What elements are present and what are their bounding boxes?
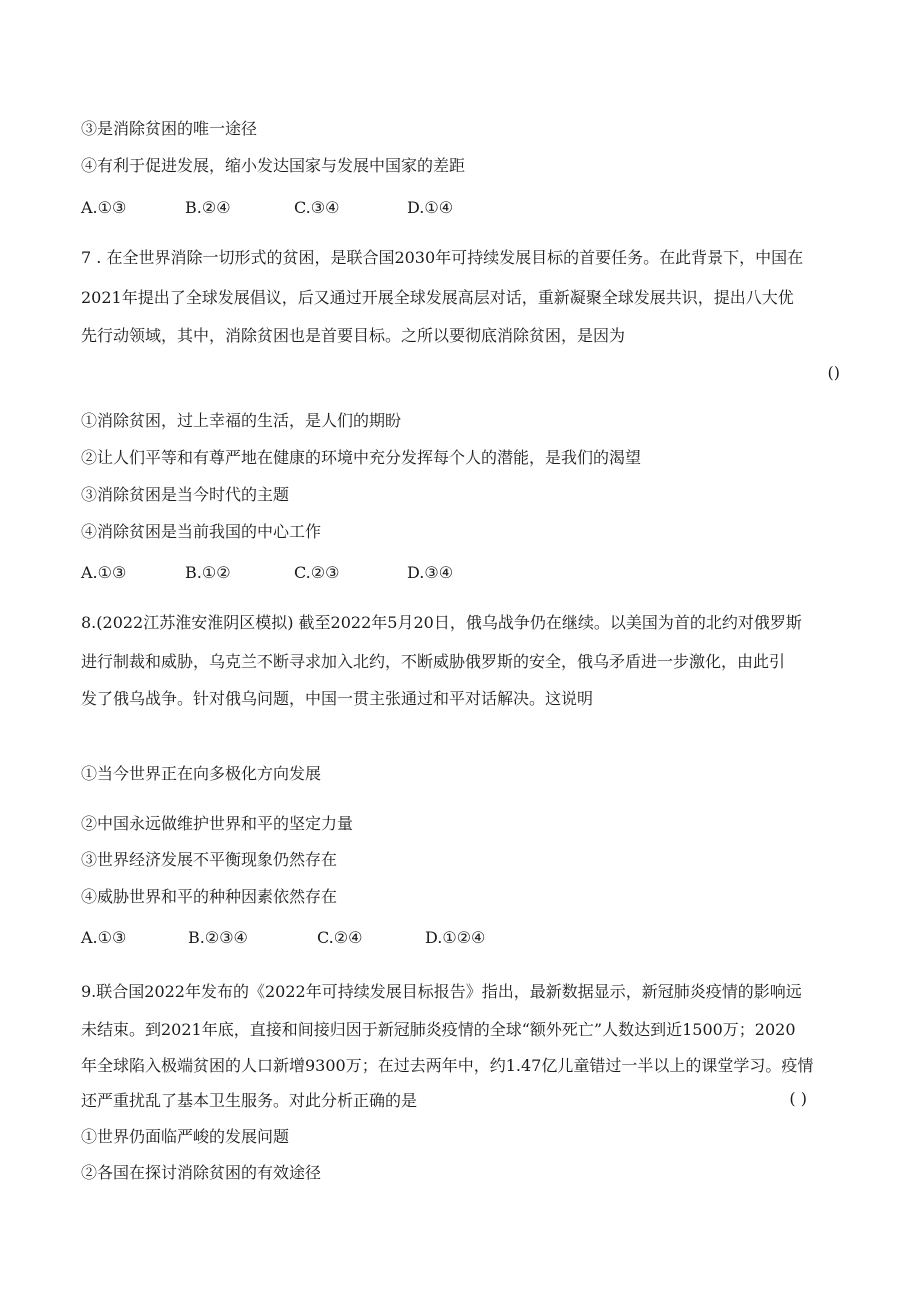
- q6-option-d[interactable]: D.①④: [407, 198, 454, 217]
- q7-item-3: ③消除贫困是当今时代的主题: [81, 485, 290, 504]
- q9-item-1: ①世界仍面临严峻的发展问题: [81, 1127, 290, 1146]
- q7-stem-line-3: 先行动领域，其中，消除贫困也是首要目标。之所以要彻底消除贫困，是因为: [81, 326, 626, 345]
- q9-stem-line-2: 未结束。到2021年底，直接和间接归因于新冠肺炎疫情的全球“额外死亡”人数达到近1500万；2020: [81, 1020, 796, 1039]
- q6-item-4: ④有利于促进发展，缩小发达国家与发展中国家的差距: [81, 156, 466, 175]
- q8-item-4: ④威胁世界和平的种种因素依然存在: [81, 887, 338, 906]
- q8-option-b[interactable]: B.②③④: [188, 928, 248, 947]
- q9-stem-line-4: 还严重扰乱了基本卫生服务。对此分析正确的是: [81, 1091, 418, 1110]
- q8-item-2: ②中国永远做维护世界和平的坚定力量: [81, 814, 354, 833]
- q6-option-c[interactable]: C.③④: [294, 198, 340, 217]
- q8-option-c[interactable]: C.②④: [317, 928, 363, 947]
- q7-option-d[interactable]: D.③④: [407, 563, 454, 582]
- q8-stem-line-3: 发了俄乌战争。针对俄乌问题，中国一贯主张通过和平对话解决。这说明: [81, 689, 594, 708]
- q8-stem-line-1: 8.(2022江苏淮安淮阴区模拟) 截至2022年5月20日，俄乌战争仍在继续。以美国为首的北约对俄罗斯: [81, 613, 802, 632]
- q6-item-3: ③是消除贫困的唯一途径: [81, 119, 258, 138]
- q7-option-c[interactable]: C.②③: [294, 563, 340, 582]
- q7-item-4: ④消除贫困是当前我国的中心工作: [81, 522, 322, 541]
- q9-answer-bracket: ( ): [789, 1089, 807, 1108]
- q9-item-2: ②各国在探讨消除贫困的有效途径: [81, 1163, 322, 1182]
- q7-stem-line-2: 2021年提出了全球发展倡议，后又通过开展全球发展高层对话，重新凝聚全球发展共识，提出八大优: [81, 288, 794, 307]
- q6-option-a[interactable]: A.①③: [81, 198, 127, 217]
- q6-option-b[interactable]: B.②④: [185, 198, 231, 217]
- q8-stem-line-2: 进行制裁和威胁，乌克兰不断寻求加入北约，不断威胁俄罗斯的安全，俄乌矛盾进一步激化，由此引: [81, 652, 786, 671]
- q7-stem-line-1: 7 . 在全世界消除一切形式的贫困，是联合国2030年可持续发展目标的首要任务。在此背景下，中国在: [81, 248, 804, 267]
- q8-item-3: ③世界经济发展不平衡现象仍然存在: [81, 850, 338, 869]
- q7-item-2: ②让人们平等和有尊严地在健康的环境中充分发挥每个人的潜能，是我们的渴望: [81, 448, 642, 467]
- q8-option-a[interactable]: A.①③: [81, 928, 127, 947]
- q9-stem-line-3: 年全球陷入极端贫困的人口新增9300万；在过去两年中，约1.47亿儿童错过一半以上的课堂学习。疫情: [81, 1056, 814, 1075]
- q8-item-1: ①当今世界正在向多极化方向发展: [81, 764, 322, 783]
- q7-option-a[interactable]: A.①③: [81, 563, 127, 582]
- q7-answer-bracket: (): [827, 363, 840, 382]
- q8-option-d[interactable]: D.①②④: [425, 928, 486, 947]
- q7-option-b[interactable]: B.①②: [185, 563, 231, 582]
- q7-item-1: ①消除贫困，过上幸福的生活，是人们的期盼: [81, 411, 402, 430]
- q9-stem-line-1: 9.联合国2022年发布的《2022年可持续发展目标报告》指出，最新数据显示，新冠肺炎疫情的影响远: [81, 982, 802, 1001]
